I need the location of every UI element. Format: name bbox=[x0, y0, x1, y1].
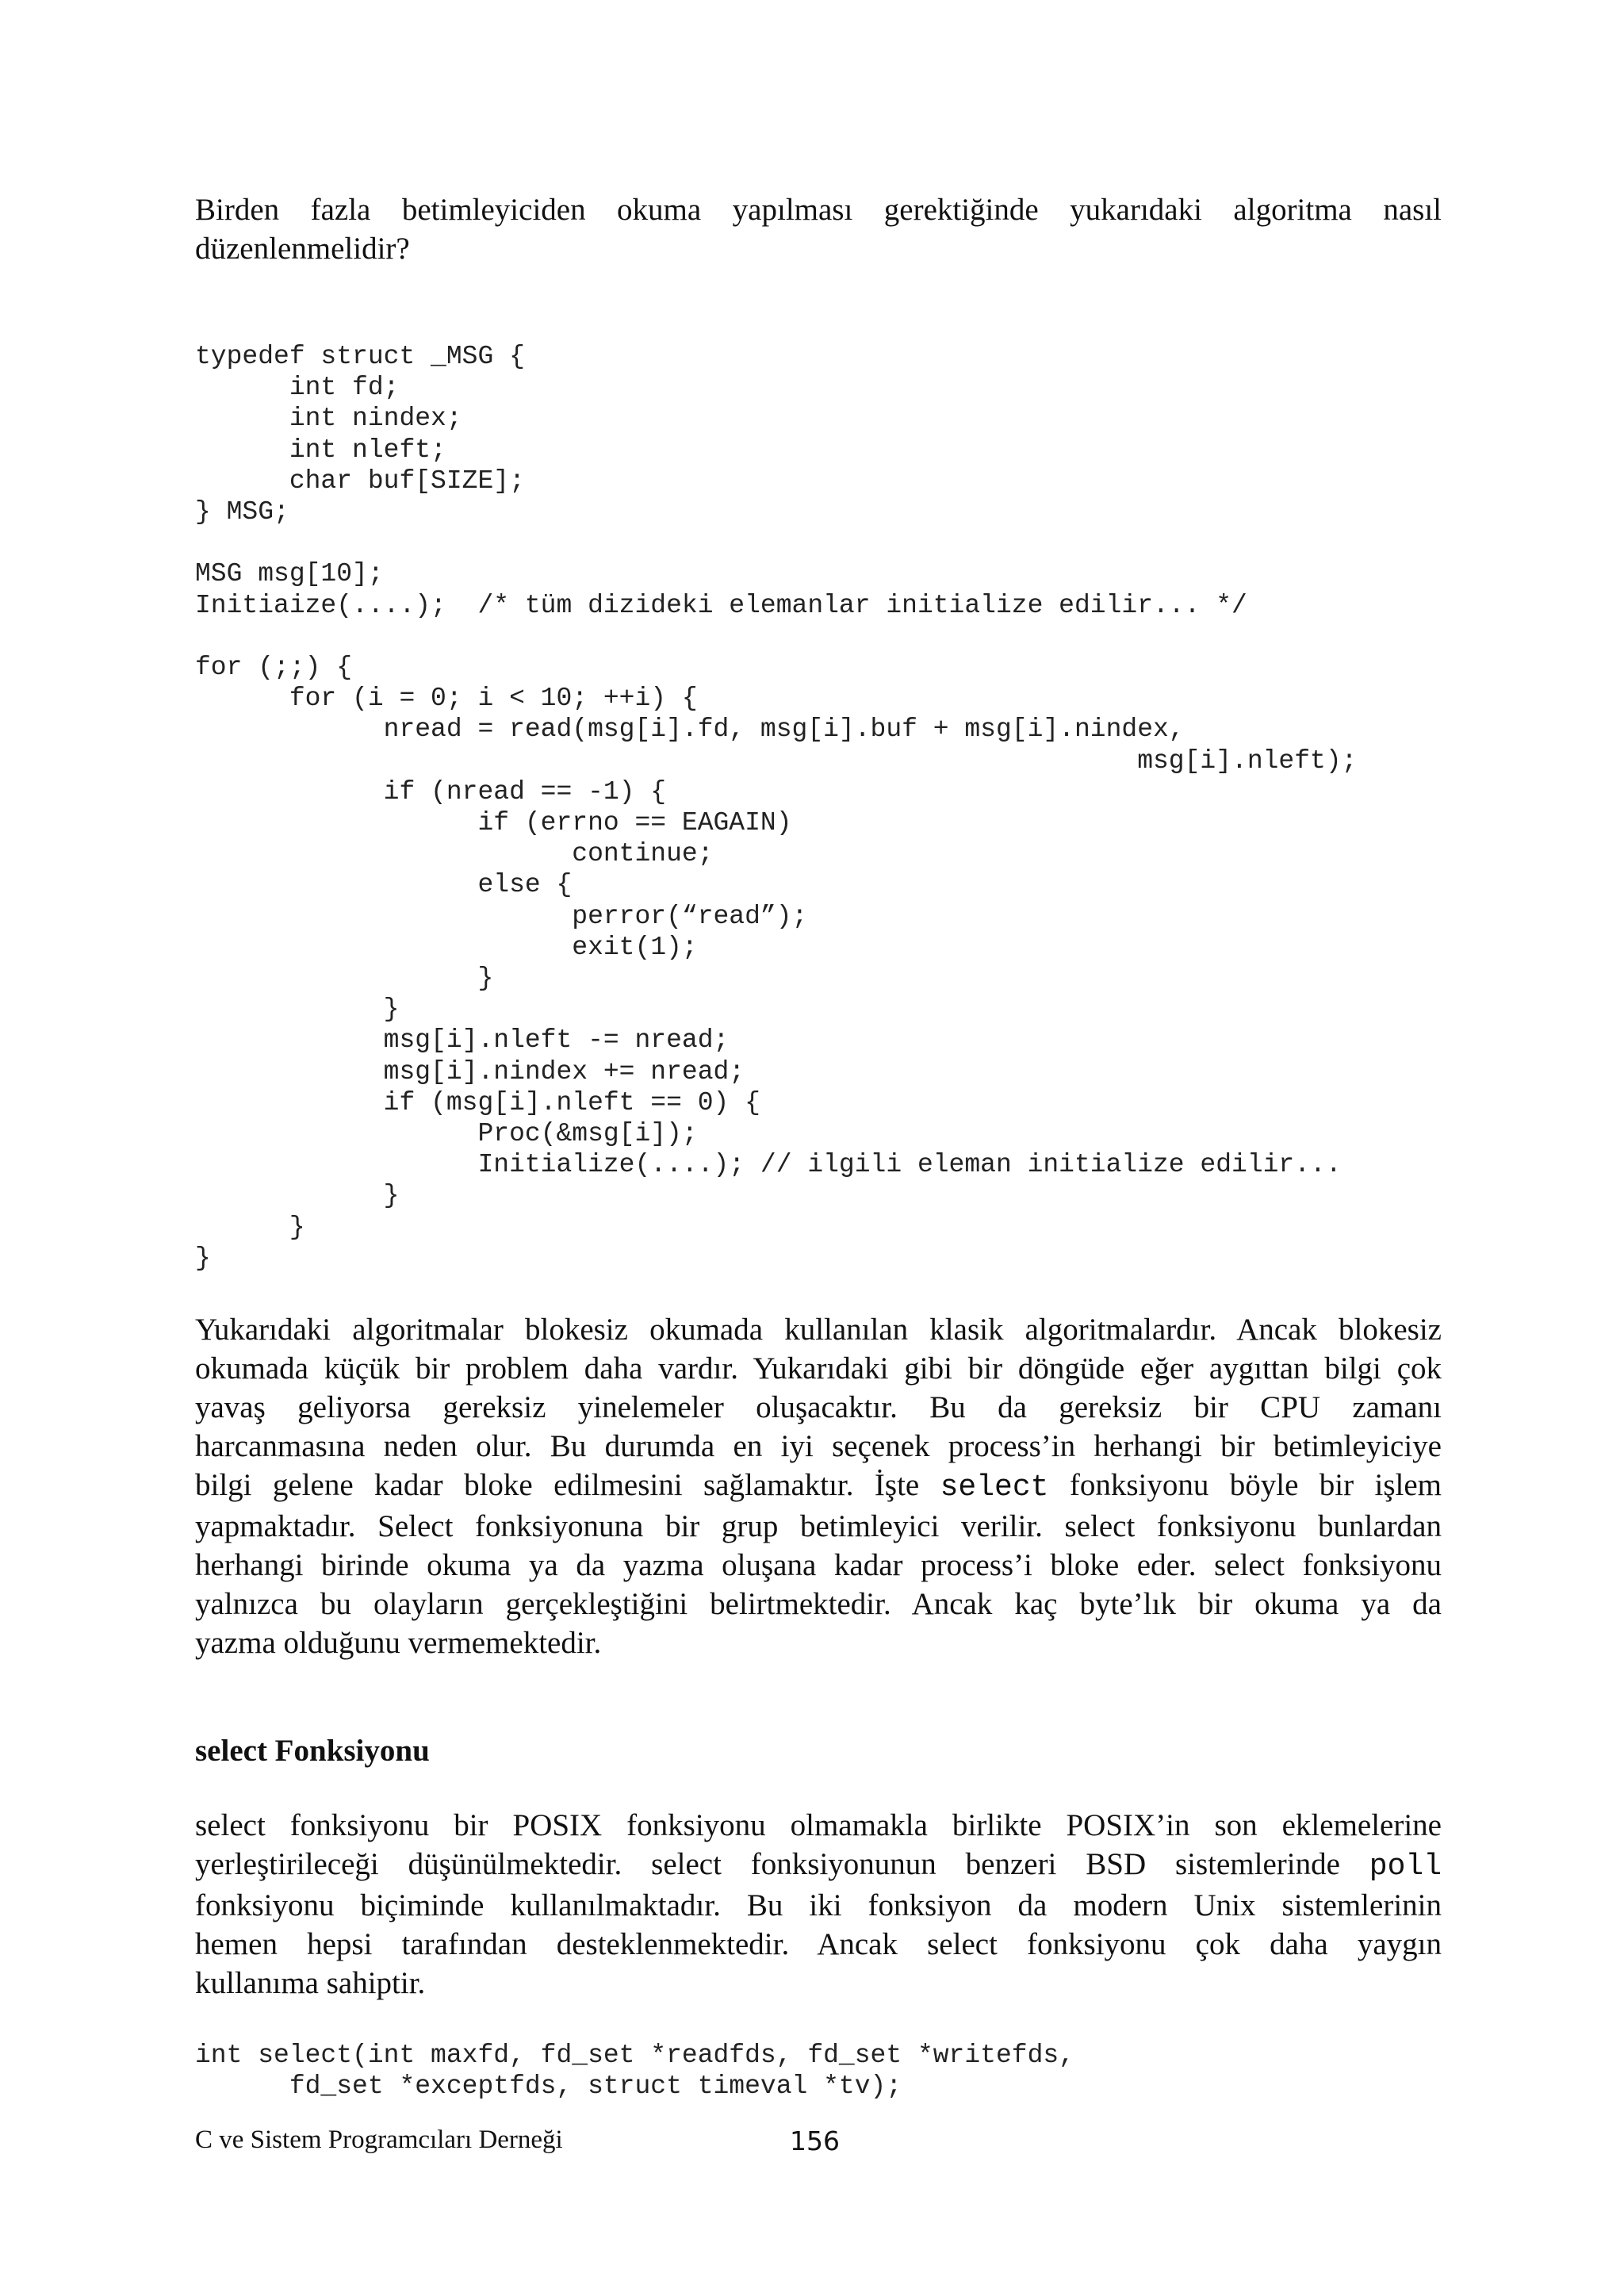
text-line: düzenlenmelidir? bbox=[195, 232, 410, 266]
intro-paragraph bbox=[195, 190, 1442, 268]
text-segment: fonksiyonu böyle bir işlem bbox=[1048, 1468, 1442, 1502]
text-line bbox=[195, 1466, 1442, 1507]
text-line bbox=[195, 1845, 1442, 1886]
text-line: Birden fazla betimleyiciden okuma yapılması gerektiğinde yukarıdaki algoritma nasıl bbox=[195, 193, 1442, 227]
text-line: yavaş geliyorsa gereksiz yinelemeler oluşacaktır. Bu da gereksiz bir CPU zamanı bbox=[195, 1390, 1442, 1424]
code-block-select-prototype: int select(int maxfd, fd_set *readfds, fd_set *writefds, fd_set *exceptfds, struct timeval *tv); bbox=[195, 2041, 1074, 2102]
blocking-paragraph bbox=[195, 1310, 1442, 1662]
text-line: kullanıma sahiptir. bbox=[195, 1966, 426, 2000]
text-line: hemen hepsi tarafından desteklenmektedir. Ancak select fonksiyonu çok daha yaygın bbox=[195, 1927, 1442, 1961]
text-line: yapmaktadır. Select fonksiyonuna bir grup betimleyici verilir. select fonksiyonu bunlardan bbox=[195, 1509, 1442, 1543]
text-line: harcanmasına neden olur. Bu durumda en iyi seçenek process’in herhangi bir betimleyiciye bbox=[195, 1429, 1442, 1463]
text-line: Yukarıdaki algoritmalar blokesiz okumada kullanılan klasik algoritmalardır. Ancak blokesiz bbox=[195, 1313, 1442, 1347]
text-line: herhangi birinde okuma ya da yazma oluşana kadar process’i bloke eder. select fonksiyonu bbox=[195, 1548, 1442, 1582]
section-heading: select Fonksiyonu bbox=[195, 1734, 430, 1768]
code-block-msg-struct: typedef struct _MSG { int fd; int nindex; int nleft; char buf[SIZE]; } MSG; MSG msg[10]; Initiaize(....); /* tüm dizideki elemanlar initialize edilir... */ for (;;) { for (i = 0; i < 10; ++i) { nread = read(msg[i].fd, msg[i].buf + msg[i].nindex, msg[i].nleft); if (nread == -1) { if (errno == EAGAIN) continue; else { perror(“read”); exit(1); } } msg[i].nleft -= nread; msg[i].nindex += nread; if (msg[i].nleft == 0) { Proc(&msg[i]); Initialize(....); // ilgili eleman initialize edilir... } } } bbox=[195, 342, 1358, 1273]
footer-organization: C ve Sistem Programcıları Derneği bbox=[195, 2125, 563, 2154]
inline-code-poll: poll bbox=[1369, 1849, 1442, 1884]
inline-code-select: select bbox=[940, 1470, 1049, 1504]
text-line: fonksiyonu biçiminde kullanılmaktadır. Bu iki fonksiyon da modern Unix sistemlerinin bbox=[195, 1888, 1442, 1922]
page-number: 156 bbox=[790, 2125, 840, 2156]
text-segment: yerleştirileceği düşünülmektedir. select fonksiyonunun benzeri BSD sistemlerinde bbox=[195, 1847, 1369, 1881]
text-line: yalnızca bu olayların gerçekleştiğini belirtmektedir. Ancak kaç byte’lık bir okuma ya da bbox=[195, 1587, 1442, 1621]
text-line: select fonksiyonu bir POSIX fonksiyonu olmamakla birlikte POSIX’in son eklemelerine bbox=[195, 1808, 1442, 1842]
select-paragraph bbox=[195, 1806, 1442, 2003]
text-line: yazma olduğunu vermemektedir. bbox=[195, 1626, 602, 1660]
text-segment: bilgi gelene kadar bloke edilmesini sağlamaktır. İşte bbox=[195, 1468, 940, 1502]
text-line: okumada küçük bir problem daha vardır. Yukarıdaki gibi bir döngüde eğer aygıttan bilgi çok bbox=[195, 1351, 1442, 1386]
